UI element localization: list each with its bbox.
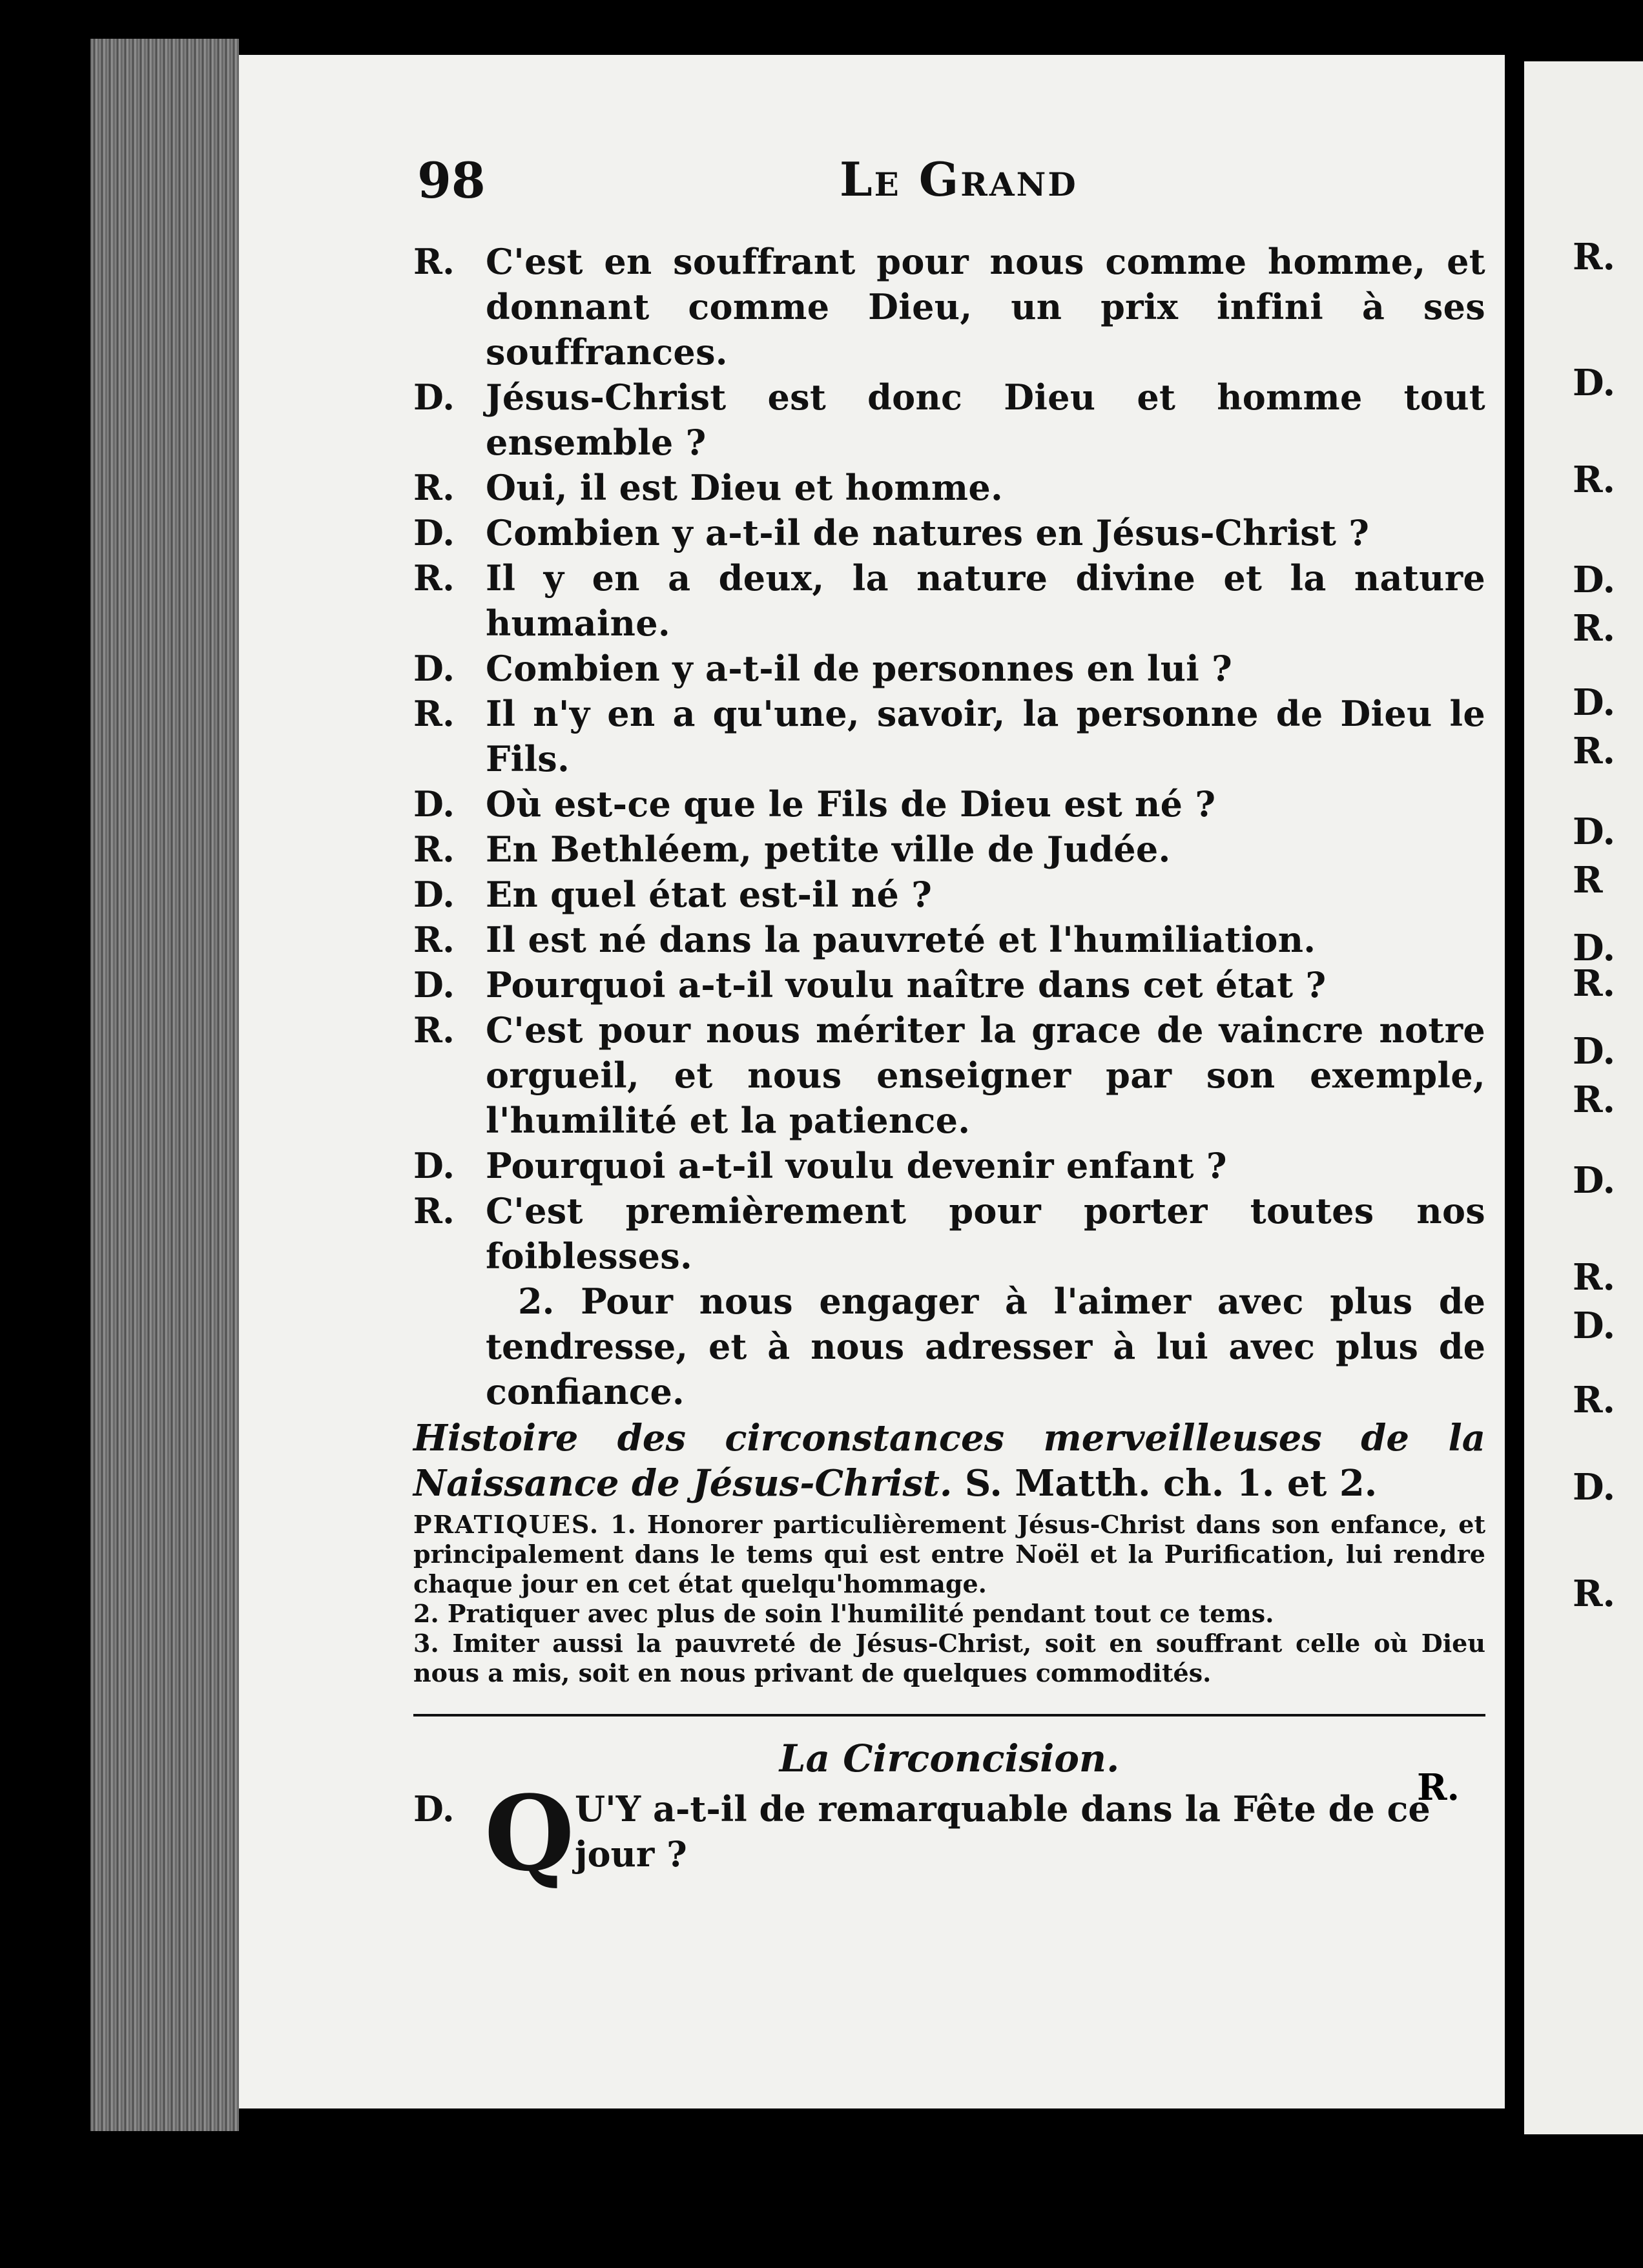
right-page-label: R. — [1573, 962, 1616, 1005]
right-page-label: R. — [1573, 1256, 1616, 1299]
qa-label: R. — [413, 467, 455, 508]
right-page-label: D. — [1573, 559, 1616, 601]
qa-label: D. — [413, 648, 455, 689]
question-label: D. — [413, 1788, 455, 1830]
page-body — [413, 239, 1485, 1902]
qa-text: En Bethléem, petite ville de Judée. — [486, 829, 1171, 870]
histoire-reference — [413, 1416, 1485, 1506]
right-page-label: R. — [1573, 730, 1616, 772]
qa-entry — [413, 646, 1485, 691]
question-text: U'Y a-t-il de remarquable dans la Fête de ce jour ? — [575, 1788, 1431, 1875]
qa-label: R. — [413, 557, 455, 599]
right-page-label: D. — [1573, 681, 1616, 724]
histoire-text: Histoire des circonstances merveilleuses de la Naissance de Jésus-Christ. — [413, 1417, 1485, 1505]
qa-entry — [413, 1188, 1485, 1279]
circoncision-question — [413, 1773, 1485, 1902]
right-page-label: R — [1573, 859, 1603, 902]
section-divider — [413, 1714, 1485, 1716]
qa-entry — [413, 1007, 1485, 1143]
section-title: La Circoncision. — [779, 1737, 1120, 1780]
qa-text: C'est pour nous mériter la grace de vaincre notre orgueil, et nous enseigner par son exemple, l'humilité et la patience. — [486, 1009, 1485, 1141]
qa-label: R. — [413, 919, 455, 960]
qa-entry — [413, 555, 1485, 646]
qa-text: Pourquoi a-t-il voulu devenir enfant ? — [486, 1145, 1227, 1186]
qa-label: D. — [413, 783, 455, 825]
catechism-qa-list — [413, 239, 1485, 1279]
left-page — [239, 55, 1505, 2108]
qa-text: Combien y a-t-il de natures en Jésus-Christ ? — [486, 512, 1370, 553]
qa-label: R. — [413, 1190, 455, 1232]
page-number: 98 — [417, 152, 486, 209]
qa-label: D. — [413, 512, 455, 553]
qa-entry — [413, 691, 1485, 781]
qa-label: D. — [413, 874, 455, 915]
right-page-label: D. — [1573, 1030, 1616, 1073]
qa-label: R. — [413, 241, 455, 282]
qa-label: D. — [413, 1145, 455, 1186]
qa-text: Il n'y en a qu'une, savoir, la personne de Dieu le Fils. — [486, 693, 1485, 779]
qa-text: C'est premièrement pour porter toutes nos foiblesses. — [486, 1190, 1485, 1277]
qa-entry — [413, 465, 1485, 510]
qa-entry — [413, 239, 1485, 375]
qa-entry — [413, 510, 1485, 555]
qa-text: Combien y a-t-il de personnes en lui ? — [486, 648, 1233, 689]
qa-entry — [413, 872, 1485, 917]
right-page-label: R. — [1573, 1379, 1616, 1421]
qa-entry — [413, 781, 1485, 827]
running-title: Le Grand — [840, 152, 1078, 207]
qa-entry — [413, 917, 1485, 962]
qa-label: R. — [413, 693, 455, 734]
right-page-label: D. — [1573, 810, 1616, 853]
catchword: R. — [1416, 1766, 1460, 1809]
right-page-label: R. — [1573, 459, 1616, 501]
right-page-fragment — [1524, 61, 1643, 2134]
pratiques-block — [413, 1510, 1485, 1688]
qa-label: D. — [413, 376, 455, 418]
right-page-label: D. — [1573, 362, 1616, 404]
pratique-item: 3. Imiter aussi la pauvreté de Jésus-Christ, soit en souffrant celle où Dieu nous a mis, soit en nous privant de quelques commodités. — [413, 1629, 1485, 1687]
qa-text: Oui, il est Dieu et homme. — [486, 467, 1004, 508]
book-edge — [90, 39, 239, 2131]
qa-text: Pourquoi a-t-il voulu naître dans cet état ? — [486, 964, 1327, 1005]
right-page-label: D. — [1573, 927, 1616, 969]
right-page-label: D. — [1573, 1304, 1616, 1347]
page-header — [239, 152, 1505, 223]
qa-entry — [413, 827, 1485, 872]
qa-continuation: 2. Pour nous engager à l'aimer avec plus de tendresse, et à nous adresser à lui avec plus de confiance. — [486, 1281, 1485, 1412]
right-page-label: R. — [1573, 1572, 1616, 1615]
qa-entry — [413, 1143, 1485, 1188]
qa-entry — [413, 375, 1485, 465]
pratique-item: 2. Pratiquer avec plus de soin l'humilité pendant tout ce tems. — [413, 1599, 1274, 1628]
qa-label: R. — [413, 829, 455, 870]
right-page-label: D. — [1573, 1466, 1616, 1509]
qa-label: R. — [413, 1009, 455, 1051]
right-page-label: D. — [1573, 1159, 1616, 1202]
qa-text: Il est né dans la pauvreté et l'humiliation. — [486, 919, 1316, 960]
qa-text: Il y en a deux, la nature divine et la nature humaine. — [486, 557, 1485, 644]
qa-text: C'est en souffrant pour nous comme homme, et donnant comme Dieu, un prix infini à ses souffrances. — [486, 241, 1485, 373]
pratiques-heading: PRATIQUES. — [413, 1510, 600, 1539]
qa-entry — [413, 962, 1485, 1007]
qa-text: Jésus-Christ est donc Dieu et homme tout ensemble ? — [486, 376, 1485, 463]
scripture-reference: S. Matth. ch. 1. et 2. — [964, 1462, 1378, 1505]
pratique-item: 1. Honorer particulièrement Jésus-Christ dans son enfance, et principalement dans le tems qui est entre Noël et la Purification, lui rendre chaque jour en cet état quelqu'hommage. — [413, 1510, 1485, 1598]
qa-text: En quel état est-il né ? — [486, 874, 933, 915]
right-page-label: R. — [1573, 607, 1616, 650]
drop-cap: Q — [484, 1773, 575, 1894]
right-page-label: R. — [1573, 236, 1616, 278]
qa-text: Où est-ce que le Fils de Dieu est né ? — [486, 783, 1216, 825]
right-page-label: R. — [1573, 1078, 1616, 1121]
qa-label: D. — [413, 964, 455, 1005]
